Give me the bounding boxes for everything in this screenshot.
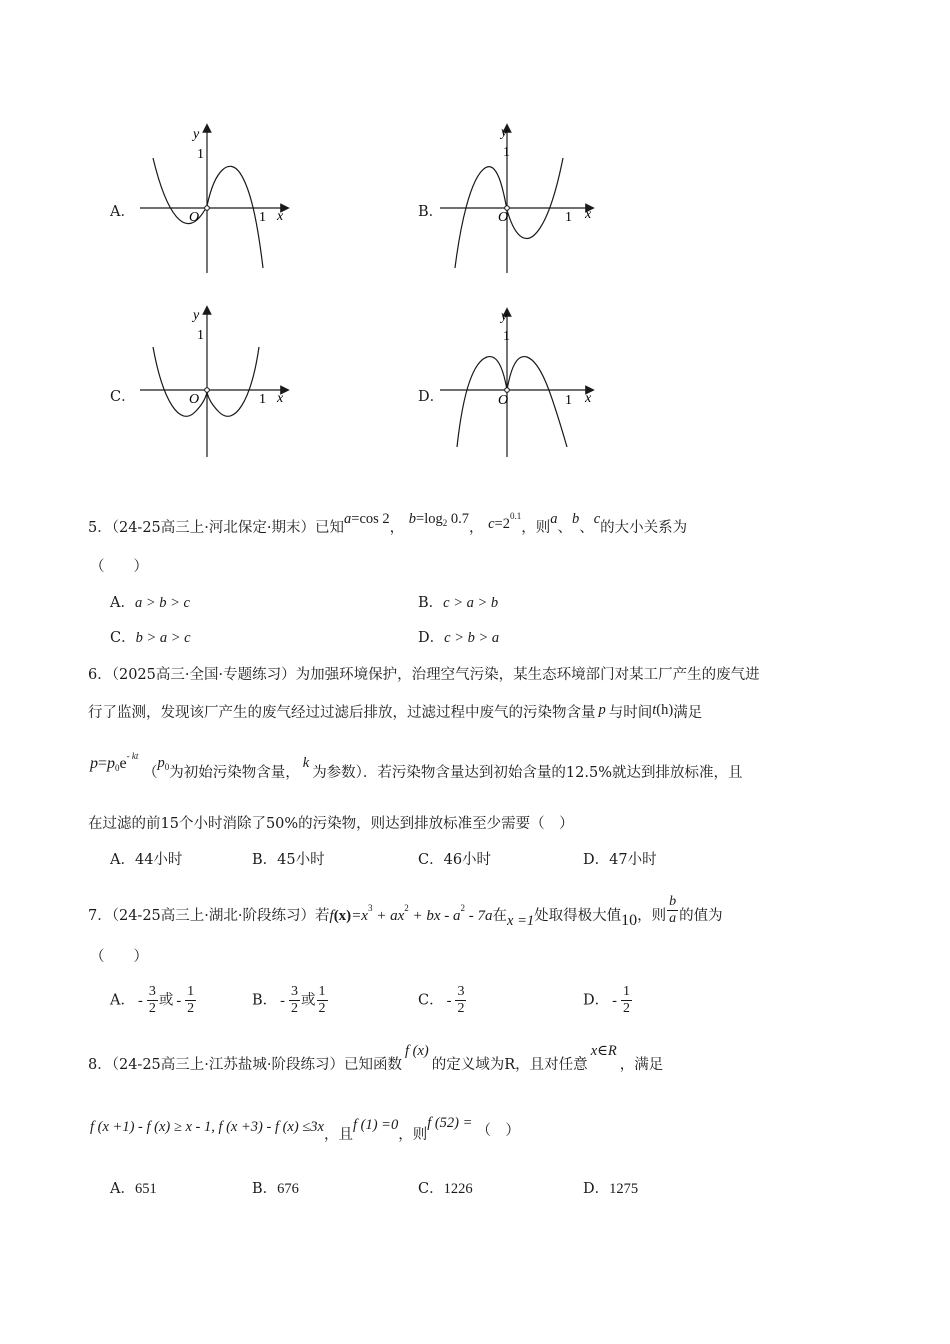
q5-option-c — [110, 628, 191, 648]
q6-option-a — [110, 850, 182, 870]
q7-option-c — [418, 984, 467, 1017]
q6-p0-sub: 0 — [164, 762, 170, 772]
q6-t-var: t — [652, 702, 657, 718]
q7-option-c-n1: 3 — [457, 984, 465, 999]
q5-then: ，则 — [521, 520, 551, 536]
q6-option-d-label: D． — [583, 852, 610, 868]
q8-fx: f (x) — [405, 1043, 429, 1059]
q7-comma: ，则 — [637, 908, 667, 924]
q7-fraction — [667, 894, 678, 927]
q6-option-b-label: B． — [252, 852, 278, 868]
curve — [457, 357, 567, 447]
q7-option-b-d2: 2 — [318, 1001, 326, 1016]
q7-option-b-n1: 3 — [291, 984, 298, 999]
origin-point — [505, 388, 510, 393]
q6-p0-var — [158, 755, 170, 771]
q7-t4: - 7a — [465, 908, 493, 924]
q8-domain-text: 的定义域为R，且对任意 — [431, 1057, 588, 1073]
q6-option-a-label: A． — [110, 852, 135, 868]
q5-va: a — [550, 511, 558, 527]
q7-option-d-neg1: - — [612, 992, 617, 1009]
x-label: x — [277, 391, 284, 406]
q6-option-c-label: C． — [418, 852, 444, 868]
graph-d — [435, 302, 600, 462]
q6-option-d — [583, 850, 657, 870]
q7-func-eq: =x — [351, 908, 368, 924]
q5-paren: （ ） — [90, 559, 148, 575]
q7-option-b-n2: 1 — [318, 984, 326, 999]
y-tick-1: 1 — [503, 329, 510, 344]
x-tick-1: 1 — [565, 210, 572, 225]
q8-condition: f (x +1) - f (x) ≥ x - 1, f (x +3) - f (x) ≤3x — [90, 1119, 324, 1135]
q5-comma2: ， — [468, 520, 484, 536]
q7-option-c-d1: 2 — [457, 1001, 465, 1016]
q6-formula-eq: = — [98, 755, 108, 772]
q5-option-d — [418, 628, 499, 648]
q5-c-exp: 0.1 — [509, 511, 522, 521]
q5-option-b — [418, 593, 498, 613]
q6-line3 — [90, 751, 743, 787]
x-label: x — [585, 207, 592, 222]
q6-formula-e: e — [119, 755, 127, 772]
y-label: y — [501, 125, 508, 140]
q7-option-d-n1: 1 — [622, 984, 630, 999]
q8-option-a — [110, 1179, 157, 1199]
origin-label: O — [189, 210, 200, 225]
q8-stem — [88, 1043, 664, 1075]
y-tick-1: 1 — [197, 147, 204, 162]
curve — [153, 347, 259, 416]
q6-line1 — [88, 665, 760, 685]
q5-option-a — [110, 593, 190, 613]
q7-number: 7． — [88, 908, 112, 924]
q6-p0-desc: 为初始污染物含量， — [169, 765, 300, 781]
q7-option-d — [583, 984, 633, 1017]
q8-option-b — [252, 1179, 299, 1199]
q8-option-d-label: D． — [583, 1181, 610, 1197]
q6-formula-p0-sub: 0 — [115, 763, 120, 773]
q7-option-b-label: B． — [252, 992, 278, 1009]
q8-option-d-text: 1275 — [609, 1181, 639, 1197]
q7-option-c-label: C． — [418, 992, 444, 1009]
q5-option-a-label: A． — [110, 595, 135, 611]
q7-option-b-neg1: - — [280, 992, 285, 1009]
q7-option-b-or: 或 — [301, 992, 316, 1009]
origin-label: O — [498, 393, 509, 408]
q7-max-val: 10 — [621, 912, 638, 929]
q8-option-a-text: 651 — [134, 1181, 157, 1197]
q8-x-in-r: x∈R — [590, 1043, 617, 1059]
q5-c-eq: =2 — [494, 516, 510, 532]
q8-option-c-text: 1226 — [443, 1181, 473, 1197]
q7-option-d-d1: 2 — [622, 1001, 630, 1016]
q5-b-var: b — [408, 511, 417, 527]
q5-option-c-expr: b > a > c — [135, 630, 191, 646]
q7-option-a-n1: 3 — [148, 984, 156, 999]
x-tick-1: 1 — [259, 392, 266, 407]
q8-f52: f (52) = — [427, 1115, 473, 1131]
q5-b-eq: =log — [416, 511, 443, 527]
graph-option-a-label: A． — [110, 204, 135, 220]
q7-func: f — [329, 908, 334, 924]
q5-vb: b — [571, 511, 580, 527]
q7-at-tail: 处取得极大值 — [534, 908, 622, 924]
y-label: y — [193, 308, 200, 323]
q7-option-a — [110, 984, 197, 1017]
q7-option-a-d1: 2 — [148, 1001, 156, 1016]
q5-sep1: 、 — [557, 520, 572, 536]
q8-option-c-label: C． — [418, 1181, 444, 1197]
q8-condition-line — [90, 1115, 520, 1145]
q8-satisfy: ，满足 — [619, 1057, 664, 1073]
q5-source: （24-25高三上·河北保定·期末）已知 — [111, 520, 345, 536]
q6-line2-c: 满足 — [673, 705, 703, 721]
q7-option-c-neg1: - — [446, 992, 452, 1009]
q7-at: 在 — [492, 908, 508, 924]
q5-b-base: 2 — [442, 518, 448, 528]
curve — [455, 158, 563, 268]
q8-then: ，则 — [398, 1127, 428, 1143]
q5-tail: 的大小关系为 — [600, 520, 688, 536]
q5-option-b-label: B． — [418, 595, 444, 611]
curve — [153, 158, 263, 268]
q7-tail: 的值为 — [679, 908, 723, 924]
q5-option-c-label: C． — [110, 630, 136, 646]
q7-option-a-label: A． — [110, 992, 135, 1009]
origin-label: O — [189, 392, 200, 407]
graph-option-b-label: B． — [418, 204, 444, 220]
q8-number: 8． — [88, 1057, 112, 1073]
q6-h-unit: (h) — [656, 702, 674, 718]
q6-line2-a: 行了监测，发现该厂产生的废气经过过滤后排放，过滤过程中废气的污染物含量 — [88, 705, 596, 721]
q8-option-a-label: A． — [110, 1181, 135, 1197]
q8-and: ，且 — [323, 1127, 353, 1143]
q8-option-b-text: 676 — [277, 1181, 299, 1197]
q7-stem — [88, 893, 723, 933]
q7-source: （24-25高三上·湖北·阶段练习）若 — [111, 908, 330, 924]
q7-option-a-or: 或 — [158, 992, 174, 1009]
q5-b-arg: 0.7 — [450, 511, 469, 527]
y-tick-1: 1 — [197, 328, 204, 343]
q5-number: 5． — [88, 520, 112, 536]
x-label: x — [585, 391, 592, 406]
q6-formula-p0: p — [107, 755, 116, 772]
q5-c-var: c — [488, 516, 495, 532]
q5-option-b-expr: c > a > b — [443, 595, 499, 611]
q6-line2-b: 与时间 — [608, 705, 653, 721]
q7-option-b — [252, 984, 329, 1017]
q6-option-d-text: 47小时 — [609, 852, 657, 868]
q7-t2: + ax — [372, 908, 405, 924]
q6-option-c — [418, 850, 491, 870]
q7-t3: + bx - a — [408, 908, 461, 924]
q5-stem — [88, 510, 687, 542]
origin-label: O — [498, 210, 509, 225]
q6-formula-exp: - kt — [126, 751, 139, 761]
q8-option-b-label: B． — [252, 1181, 278, 1197]
q5-option-d-label: D． — [418, 630, 445, 646]
q6-number: 6． — [88, 667, 112, 683]
x-tick-1: 1 — [259, 210, 266, 225]
q6-option-b — [252, 850, 325, 870]
q7-frac-num: b — [669, 893, 677, 909]
q6-option-a-text: 44小时 — [134, 852, 183, 868]
graph-option-d-label: D． — [418, 389, 445, 405]
q5-comma1: ， — [389, 520, 405, 536]
y-label: y — [501, 309, 508, 324]
q6-option-c-text: 46小时 — [443, 852, 492, 868]
q7-frac-den: a — [669, 910, 677, 926]
y-tick-1: 1 — [503, 145, 510, 160]
y-label: y — [193, 127, 200, 142]
q6-option-b-text: 45小时 — [277, 852, 325, 868]
q7-func-arg: (x) — [333, 908, 352, 924]
q6-k-desc: 为参数）．若污染物含量达到初始含量的12.5%就达到排放标准，且 — [312, 765, 743, 781]
q8-source: （24-25高三上·江苏盐城·阶段练习）已知函数 — [111, 1057, 403, 1073]
origin-point — [205, 388, 210, 393]
q8-option-c — [418, 1179, 473, 1199]
graph-a — [135, 118, 300, 278]
graph-option-c-label: C． — [110, 389, 136, 405]
q6-paren-open: （ — [143, 765, 158, 781]
q5-sep2: 、 — [579, 520, 594, 536]
q7-paren: （ ） — [90, 949, 148, 965]
q5-a-var: a — [344, 511, 352, 527]
x-label: x — [277, 209, 284, 224]
q7-x-eq: x =1 — [507, 913, 535, 929]
q7-t1-exp: 3 — [367, 903, 373, 913]
q5-a-eq: =cos 2 — [351, 511, 390, 527]
q6-line1-text: （2025高三·全国·专题练习）为加强环境保护，治理空气污染，某生态环境部门对某工厂产生的废气进 — [111, 667, 760, 683]
q7-t2-exp: 2 — [404, 903, 409, 913]
q8-option-d — [583, 1179, 638, 1199]
graph-c — [135, 302, 300, 462]
q6-p0-letter: p — [157, 755, 165, 771]
q6-formula-lhs: p — [90, 755, 98, 772]
origin-point — [205, 206, 210, 211]
q7-option-d-label: D． — [583, 992, 610, 1009]
q8-f1: f (1) =0 — [352, 1117, 399, 1133]
q6-line4: 在过滤的前15个小时消除了50%的污染物，则达到排放标准至少需要（ ） — [88, 816, 574, 832]
q5-option-d-expr: c > b > a — [444, 630, 500, 646]
x-tick-1: 1 — [565, 393, 572, 408]
q7-option-a-d2: 2 — [187, 1001, 195, 1016]
q6-p-var: p — [598, 702, 606, 718]
q7-option-a-neg2: - — [176, 992, 182, 1009]
q7-t3-exp: 2 — [460, 903, 466, 913]
q8-paren: （ ） — [476, 1123, 520, 1139]
q7-option-a-neg1: - — [137, 992, 143, 1009]
q5-option-a-expr: a > b > c — [134, 595, 190, 611]
graph-b — [435, 118, 600, 278]
q7-option-b-d1: 2 — [291, 1001, 298, 1016]
q6-k-var: k — [302, 755, 310, 771]
q5-vc: c — [593, 511, 601, 527]
q7-option-a-n2: 1 — [187, 984, 195, 999]
q6-line2 — [88, 703, 702, 723]
